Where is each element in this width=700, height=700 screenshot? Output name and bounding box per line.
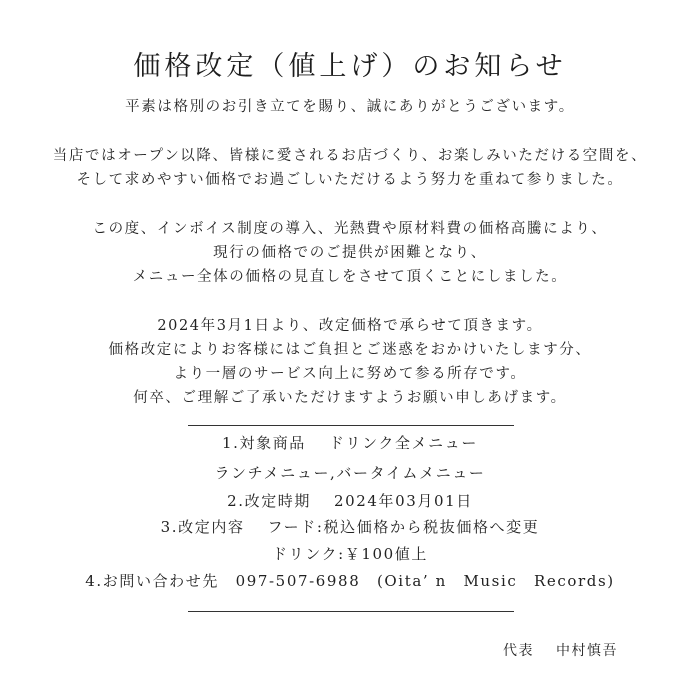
paragraph3-line-2: 価格改定によりお客様にはご負担とご迷惑をおかけいたします分、 (108, 342, 592, 358)
detail-contact: 4.お問い合わせ先 097-507-6988 (Oita’ n Music Records) (85, 572, 615, 590)
paragraph2-line-3: メニュー全体の価格の見直しをさせて頂くことにしました。 (132, 269, 568, 285)
detail-revision-content-cont: ドリンク:￥100値上 (272, 545, 428, 563)
paragraph1-line-2: そして求めやすい価格でお過ごしいただけるよう努力を重ねて参りました。 (76, 172, 624, 188)
divider-top (188, 425, 514, 426)
detail-target-products: 1.対象商品 ドリンク全メニュー (222, 434, 478, 452)
signature-name: 中村慎吾 (556, 643, 618, 659)
page-title: 価格改定（値上げ）のお知らせ (133, 51, 567, 82)
paragraph2-line-2: 現行の価格でのご提供が困難となり、 (213, 245, 487, 261)
paragraph1-line-1: 当店ではオープン以降、皆様に愛されるお店づくり、お楽しみいただける空間を、 (52, 148, 648, 164)
signature-role: 代表 (503, 643, 534, 659)
paragraph3-line-4: 何卒、ご理解ご了承いただけますようお願い申しあげます。 (133, 390, 567, 406)
paragraph2-line-1: この度、インボイス制度の導入、光熱費や原材料費の価格高騰により、 (92, 221, 608, 237)
divider-bottom (188, 611, 514, 612)
greeting-text: 平素は格別のお引き立てを賜り、誠にありがとうございます。 (125, 99, 575, 115)
paragraph3-line-3: より一層のサービス向上に努めて参る所存です。 (173, 366, 527, 382)
detail-revision-content: 3.改定内容 フード:税込価格から税抜価格へ変更 (160, 518, 540, 536)
detail-revision-date: 2.改定時期 2024年03月01日 (227, 492, 473, 510)
signature (503, 640, 618, 660)
paragraph3-line-1: 2024年3月1日より、改定価格で承らせて頂きます。 (157, 318, 543, 334)
detail-target-products-cont: ランチメニュー,バータイムメニュー (214, 464, 486, 482)
